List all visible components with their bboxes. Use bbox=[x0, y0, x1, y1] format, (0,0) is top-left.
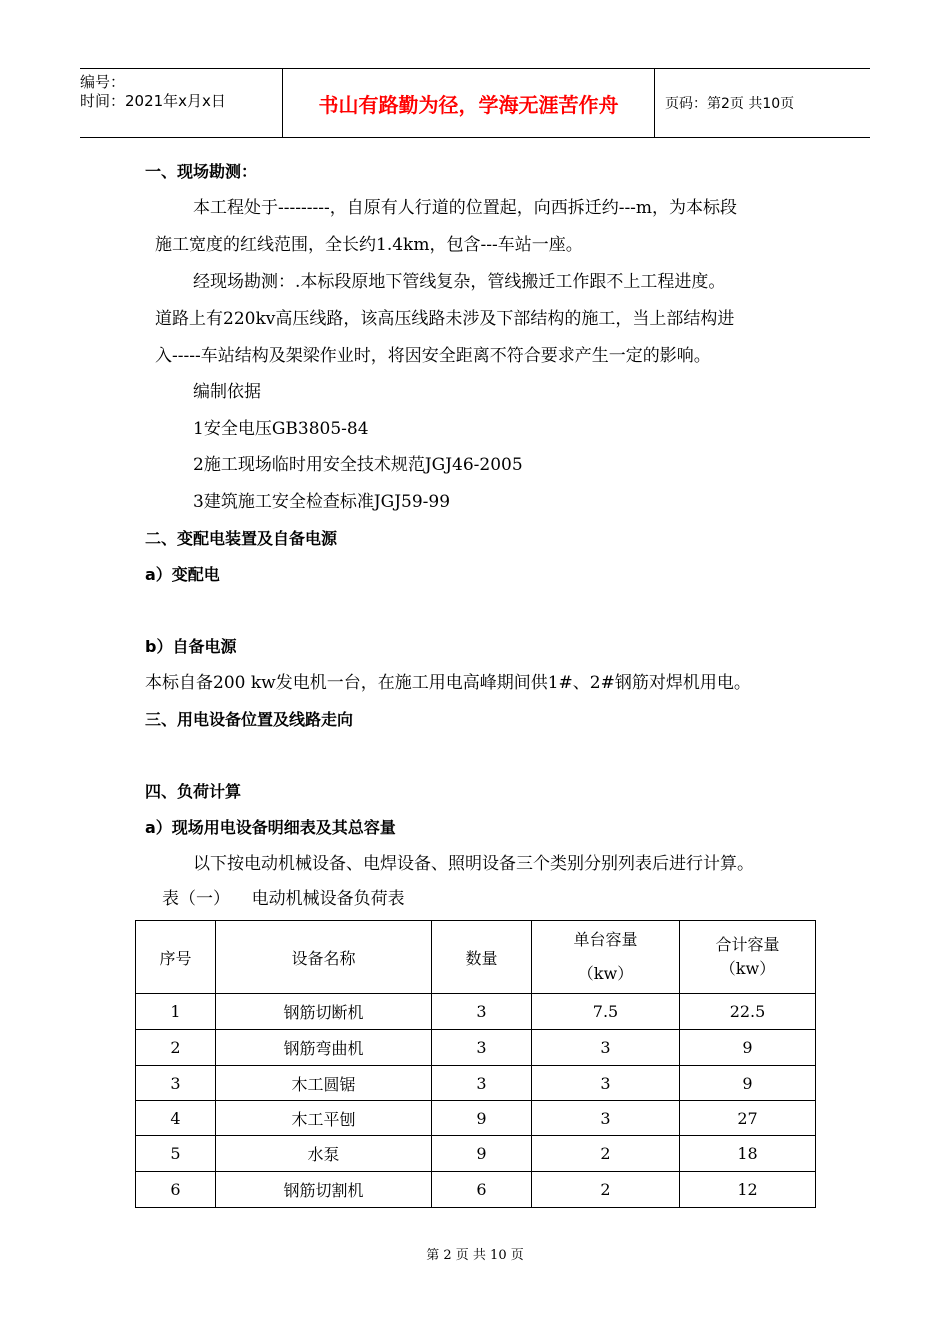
basis-item-2: 2施工现场临时用安全技术规范JGJ46-2005 bbox=[193, 455, 523, 475]
load-table bbox=[135, 920, 816, 1208]
table-header-row bbox=[136, 921, 816, 994]
cell-total: 22.5 bbox=[680, 994, 816, 1030]
cell-qty: 3 bbox=[432, 994, 532, 1030]
header-total-capacity bbox=[680, 921, 816, 994]
section-2-sub-a: a）变配电 bbox=[145, 565, 220, 584]
cell-qty: 9 bbox=[432, 1101, 532, 1136]
cell-no: 3 bbox=[136, 1066, 216, 1101]
header-no: 序号 bbox=[136, 921, 216, 994]
cell-name: 钢筋弯曲机 bbox=[216, 1030, 432, 1066]
cell-total: 12 bbox=[680, 1172, 816, 1208]
page-header bbox=[80, 68, 870, 138]
section-4-title: 四、负荷计算 bbox=[145, 782, 242, 801]
code-label: 编号： bbox=[80, 73, 126, 91]
section-3-title: 三、用电设备位置及线路走向 bbox=[145, 710, 354, 729]
table-caption: 表（一） 电动机械设备负荷表 bbox=[162, 889, 405, 909]
basis-item-3: 3建筑施工安全检查标准JGJ59-99 bbox=[193, 492, 451, 512]
table-row bbox=[136, 994, 816, 1030]
basis-item-1: 1安全电压GB3805-84 bbox=[193, 419, 369, 439]
table-row bbox=[136, 1030, 816, 1066]
section-1-title: 一、现场勘测： bbox=[145, 162, 258, 181]
basis-title: 编制依据 bbox=[193, 382, 261, 402]
cell-total: 9 bbox=[680, 1030, 816, 1066]
header-motto-cell bbox=[282, 69, 655, 137]
header-qty: 数量 bbox=[432, 921, 532, 994]
cell-name: 水泵 bbox=[216, 1136, 432, 1172]
paragraph-1-line-2: 施工宽度的红线范围，全长约1.4km，包含---车站一座。 bbox=[155, 235, 583, 255]
table-row bbox=[136, 1136, 816, 1172]
cell-unit: 3 bbox=[532, 1066, 680, 1101]
paragraph-2-line-3: 入-----车站结构及架梁作业时，将因安全距离不符合要求产生一定的影响。 bbox=[155, 346, 711, 366]
cell-unit: 3 bbox=[532, 1030, 680, 1066]
cell-name: 钢筋切割机 bbox=[216, 1172, 432, 1208]
header-left-cell bbox=[80, 69, 282, 137]
cell-total: 18 bbox=[680, 1136, 816, 1172]
cell-unit: 7.5 bbox=[532, 994, 680, 1030]
cell-qty: 3 bbox=[432, 1066, 532, 1101]
section-2-sub-b-text: 本标自备200 kw发电机一台，在施工用电高峰期间供1#、2#钢筋对焊机用电。 bbox=[145, 673, 751, 693]
page-footer: 第 2 页 共 10 页 bbox=[426, 1248, 524, 1263]
cell-name: 钢筋切断机 bbox=[216, 994, 432, 1030]
table-row bbox=[136, 1066, 816, 1101]
cell-total: 27 bbox=[680, 1101, 816, 1136]
header-name: 设备名称 bbox=[216, 921, 432, 994]
section-2-title: 二、变配电装置及自备电源 bbox=[145, 529, 338, 548]
header-unit-line-1: 单台容量 bbox=[573, 930, 638, 949]
cell-name: 木工平刨 bbox=[216, 1101, 432, 1136]
cell-unit: 2 bbox=[532, 1136, 680, 1172]
cell-unit: 2 bbox=[532, 1172, 680, 1208]
cell-qty: 9 bbox=[432, 1136, 532, 1172]
table-row bbox=[136, 1101, 816, 1136]
header-page-info: 页码：第2页 共10页 bbox=[665, 96, 795, 112]
cell-no: 4 bbox=[136, 1101, 216, 1136]
cell-unit: 3 bbox=[532, 1101, 680, 1136]
cell-no: 2 bbox=[136, 1030, 216, 1066]
header-unit-line-2: （kw） bbox=[577, 964, 634, 983]
paragraph-2-line-2: 道路上有220kv高压线路，该高压线路未涉及下部结构的施工，当上部结构进 bbox=[155, 309, 735, 329]
paragraph-1-line-1: 本工程处于---------，自原有人行道的位置起，向西拆迁约---m，为本标段 bbox=[193, 198, 738, 218]
cell-no: 1 bbox=[136, 994, 216, 1030]
motto-text: 书山有路勤为径，学海无涯苦作舟 bbox=[318, 92, 619, 117]
time-label: 时间：2021年x月x日 bbox=[80, 92, 226, 110]
cell-no: 5 bbox=[136, 1136, 216, 1172]
header-total-line-1: 合计容量 bbox=[715, 935, 780, 954]
cell-total: 9 bbox=[680, 1066, 816, 1101]
paragraph-2-line-1: 经现场勘测：.本标段原地下管线复杂，管线搬迁工作跟不上工程进度。 bbox=[193, 272, 726, 292]
table-row bbox=[136, 1172, 816, 1208]
section-2-sub-b: b）自备电源 bbox=[145, 637, 237, 656]
header-unit-capacity bbox=[532, 921, 680, 994]
section-4-text: 以下按电动机械设备、电焊设备、照明设备三个类别分别列表后进行计算。 bbox=[193, 854, 754, 874]
cell-qty: 3 bbox=[432, 1030, 532, 1066]
cell-name: 木工圆锯 bbox=[216, 1066, 432, 1101]
header-total-line-2: （kw） bbox=[719, 959, 776, 978]
section-4-sub-a: a）现场用电设备明细表及其总容量 bbox=[145, 818, 396, 837]
cell-qty: 6 bbox=[432, 1172, 532, 1208]
cell-no: 6 bbox=[136, 1172, 216, 1208]
